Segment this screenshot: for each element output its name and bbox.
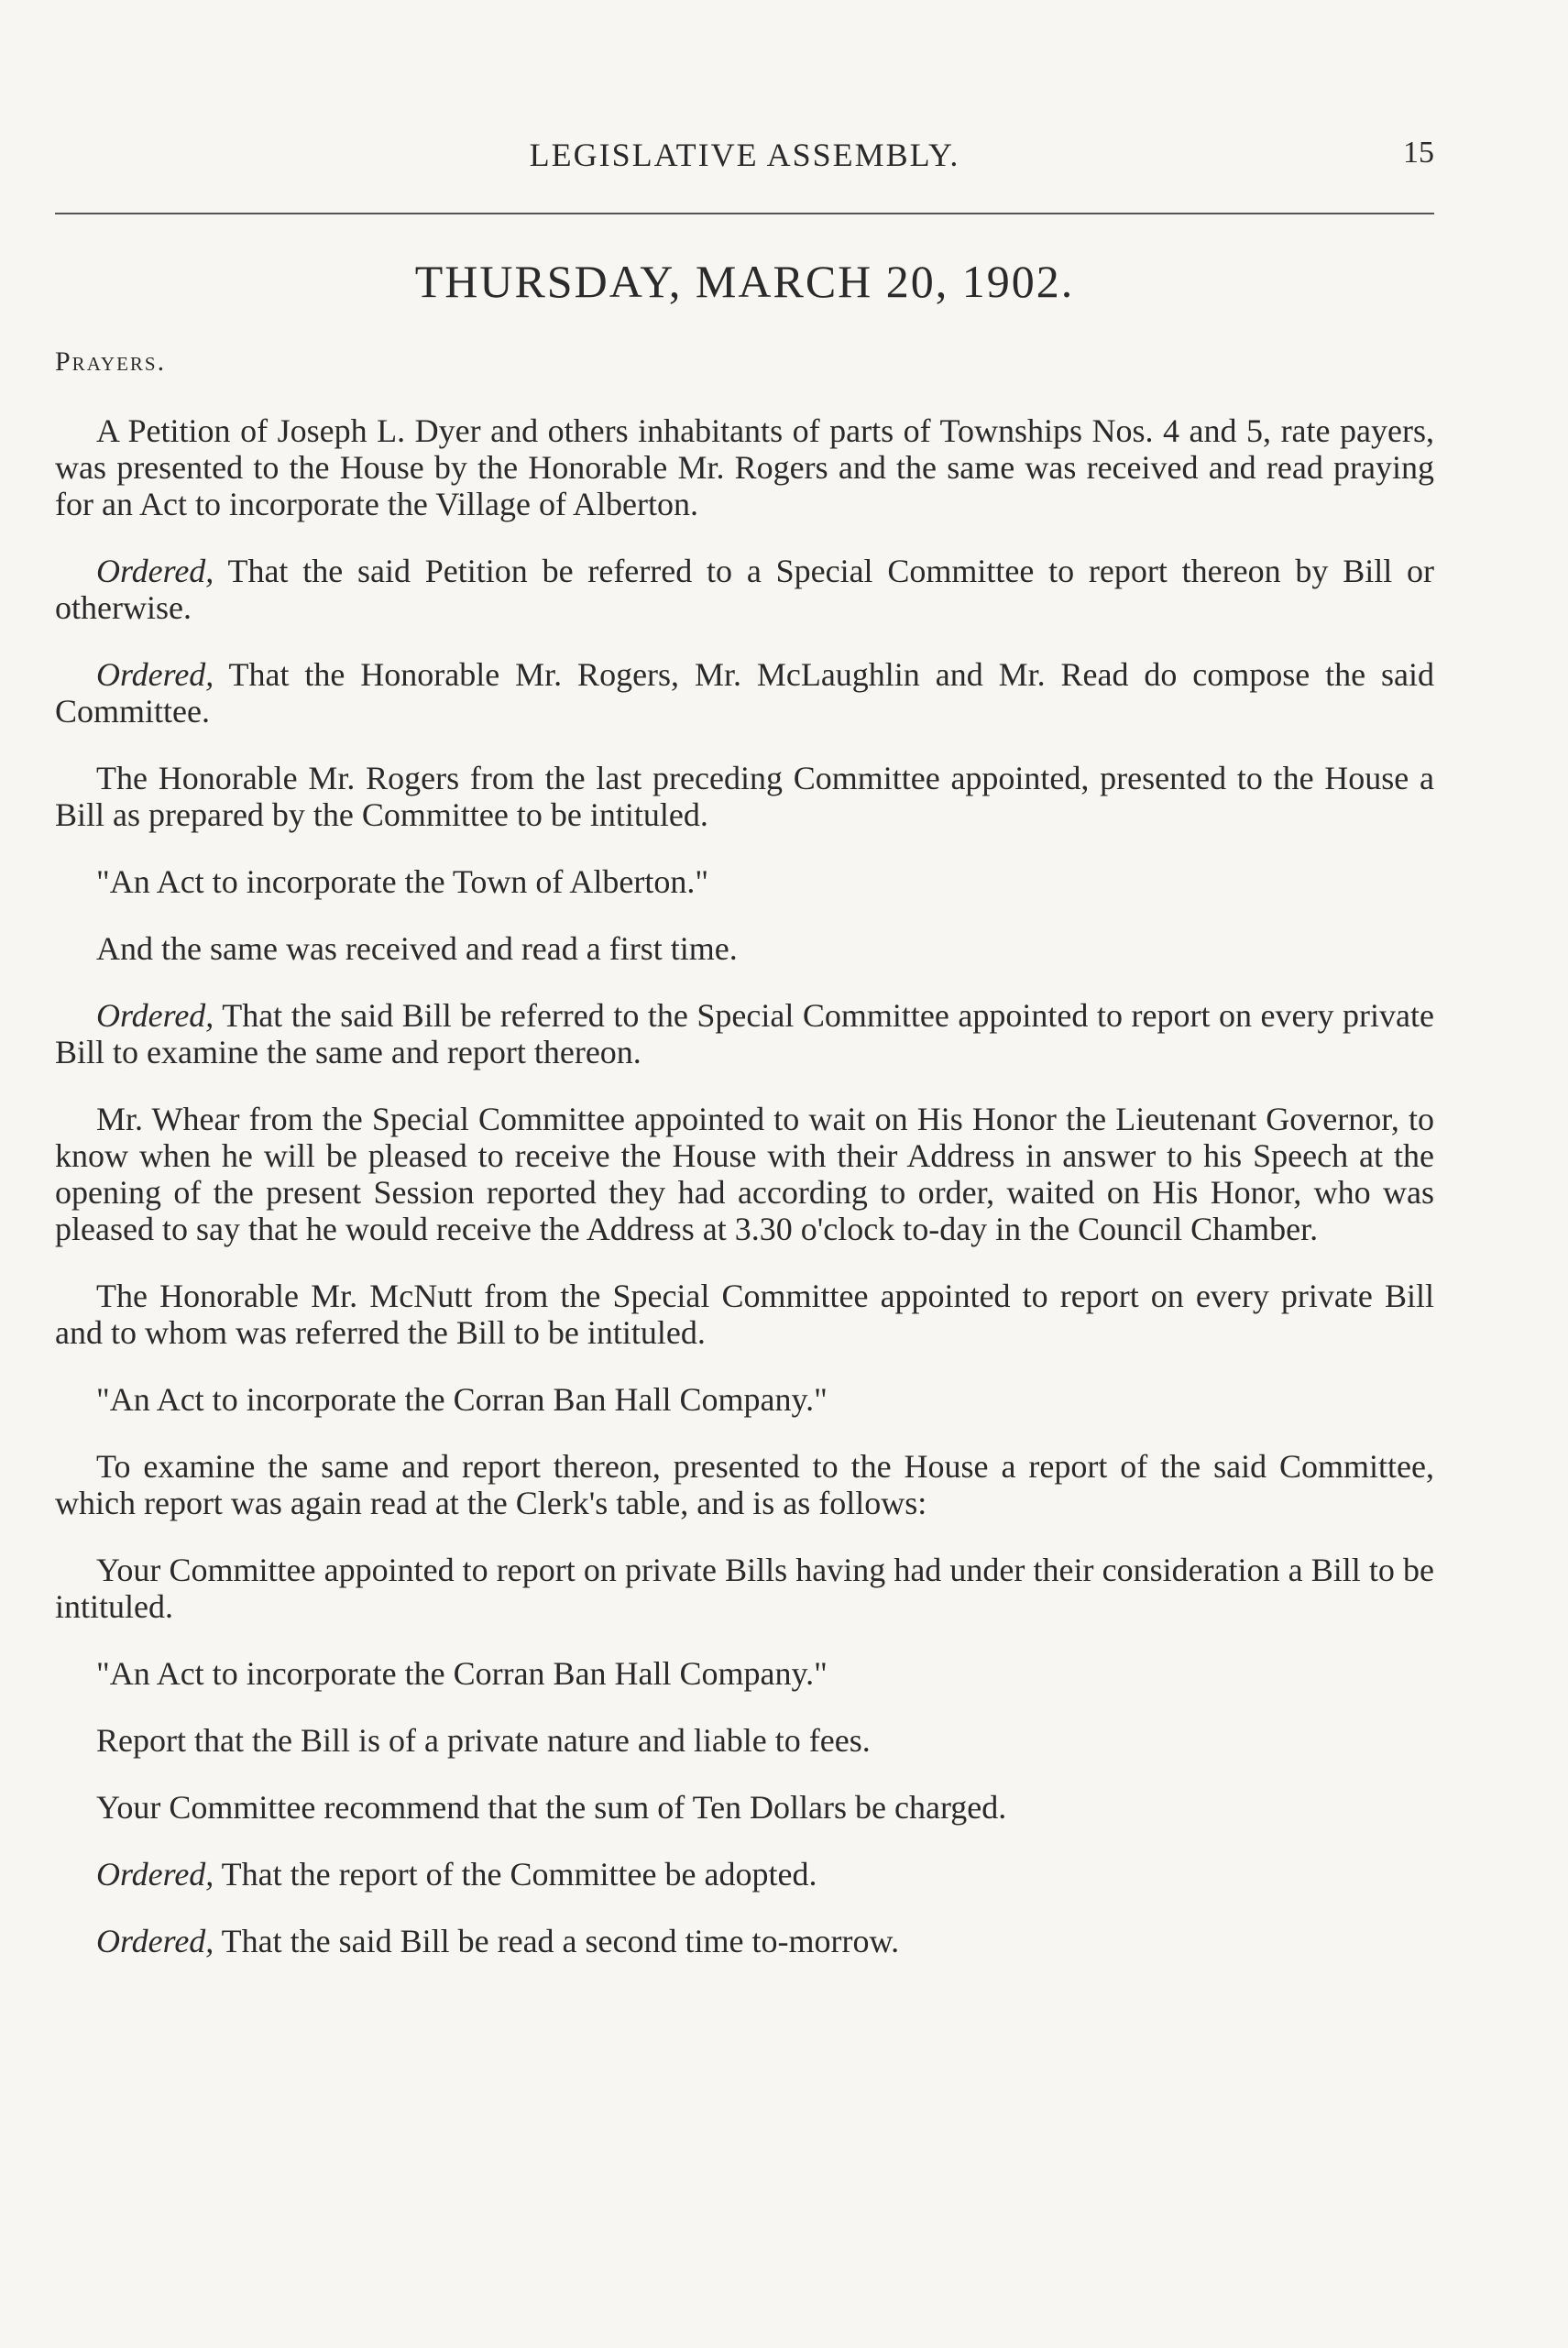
page-number: 15 [1403, 136, 1434, 170]
paragraph-text: A Petition of Joseph L. Dyer and others inhabitants of parts of Townships Nos. 4 and 5, rate payers, was presented to the House by the Honorable Mr. Rogers and the same was received and read praying for an Act to incorporate the Village of Alberton. [55, 412, 1434, 522]
paragraph [55, 1789, 1434, 1826]
paragraph [55, 553, 1434, 626]
paragraph-lead: Ordered, [96, 1923, 214, 1959]
paragraph [55, 1448, 1434, 1521]
paragraph [55, 412, 1434, 522]
paragraph [55, 1552, 1434, 1625]
bill-title-quote [55, 863, 1434, 900]
paragraph-lead: Ordered, [96, 553, 214, 589]
paragraph-text: "An Act to incorporate the Town of Alberton." [96, 863, 709, 900]
paragraph [55, 997, 1434, 1070]
paragraph-text: That the said Petition be referred to a Special Committee to report thereon by Bill or otherwise. [55, 553, 1434, 626]
bill-title-quote [55, 1381, 1434, 1418]
paragraph [55, 1278, 1434, 1351]
body-text [55, 412, 1434, 1990]
paragraph-text: That the said Bill be referred to the Special Committee appointed to report on every private Bill to examine the same and report thereon. [55, 997, 1434, 1070]
running-title: LEGISLATIVE ASSEMBLY. [529, 137, 960, 173]
paragraph-text: The Honorable Mr. McNutt from the Special Committee appointed to report on every private Bill and to whom was referred the Bill to be intituled. [55, 1278, 1434, 1351]
paragraph [55, 656, 1434, 730]
bill-title-quote [55, 1655, 1434, 1692]
paragraph-text: And the same was received and read a first time. [96, 930, 738, 967]
section-label: Prayers. [55, 346, 167, 377]
header-rule [55, 213, 1434, 214]
paragraph-text: The Honorable Mr. Rogers from the last preceding Committee appointed, presented to the House a Bill as prepared by the Committee to be intituled. [55, 760, 1434, 833]
paragraph-text: That the report of the Committee be adopted. [214, 1856, 817, 1893]
paragraph [55, 1101, 1434, 1247]
paragraph-text: That the said Bill be read a second time to-morrow. [214, 1923, 900, 1959]
date-heading: THURSDAY, MARCH 20, 1902. [414, 256, 1075, 307]
paragraph [55, 1923, 1434, 1959]
paragraph-text: "An Act to incorporate the Corran Ban Hall Company." [96, 1381, 828, 1418]
paragraph [55, 760, 1434, 833]
paragraph-text: Mr. Whear from the Special Committee appointed to wait on His Honor the Lieutenant Governor, to know when he will be pleased to receive the House with their Address in answer to his Speech at the opening of the present Session reported they had according to order, waited on His Honor, who was pleased to say that he would receive the Address at 3.30 o'clock to-day in the Council Chamber. [55, 1101, 1434, 1247]
paragraph-lead: Ordered, [96, 1856, 214, 1893]
paragraph [55, 930, 1434, 967]
paragraph-text: "An Act to incorporate the Corran Ban Hall Company." [96, 1655, 828, 1692]
document-page [55, 0, 1434, 2348]
paragraph-text: Your Committee appointed to report on private Bills having had under their consideration a Bill to be intituled. [55, 1552, 1434, 1625]
paragraph-text: Report that the Bill is of a private nature and liable to fees. [96, 1722, 871, 1759]
paragraph [55, 1722, 1434, 1759]
running-header [55, 136, 1434, 181]
paragraph-lead: Ordered, [96, 997, 214, 1034]
paragraph-text: Your Committee recommend that the sum of Ten Dollars be charged. [96, 1789, 1007, 1826]
paragraph [55, 1856, 1434, 1893]
paragraph-text: To examine the same and report thereon, presented to the House a report of the said Committee, which report was again read at the Clerk's table, and is as follows: [55, 1448, 1434, 1521]
paragraph-text: That the Honorable Mr. Rogers, Mr. McLaughlin and Mr. Read do compose the said Committee. [55, 656, 1434, 730]
paragraph-lead: Ordered, [96, 656, 214, 693]
